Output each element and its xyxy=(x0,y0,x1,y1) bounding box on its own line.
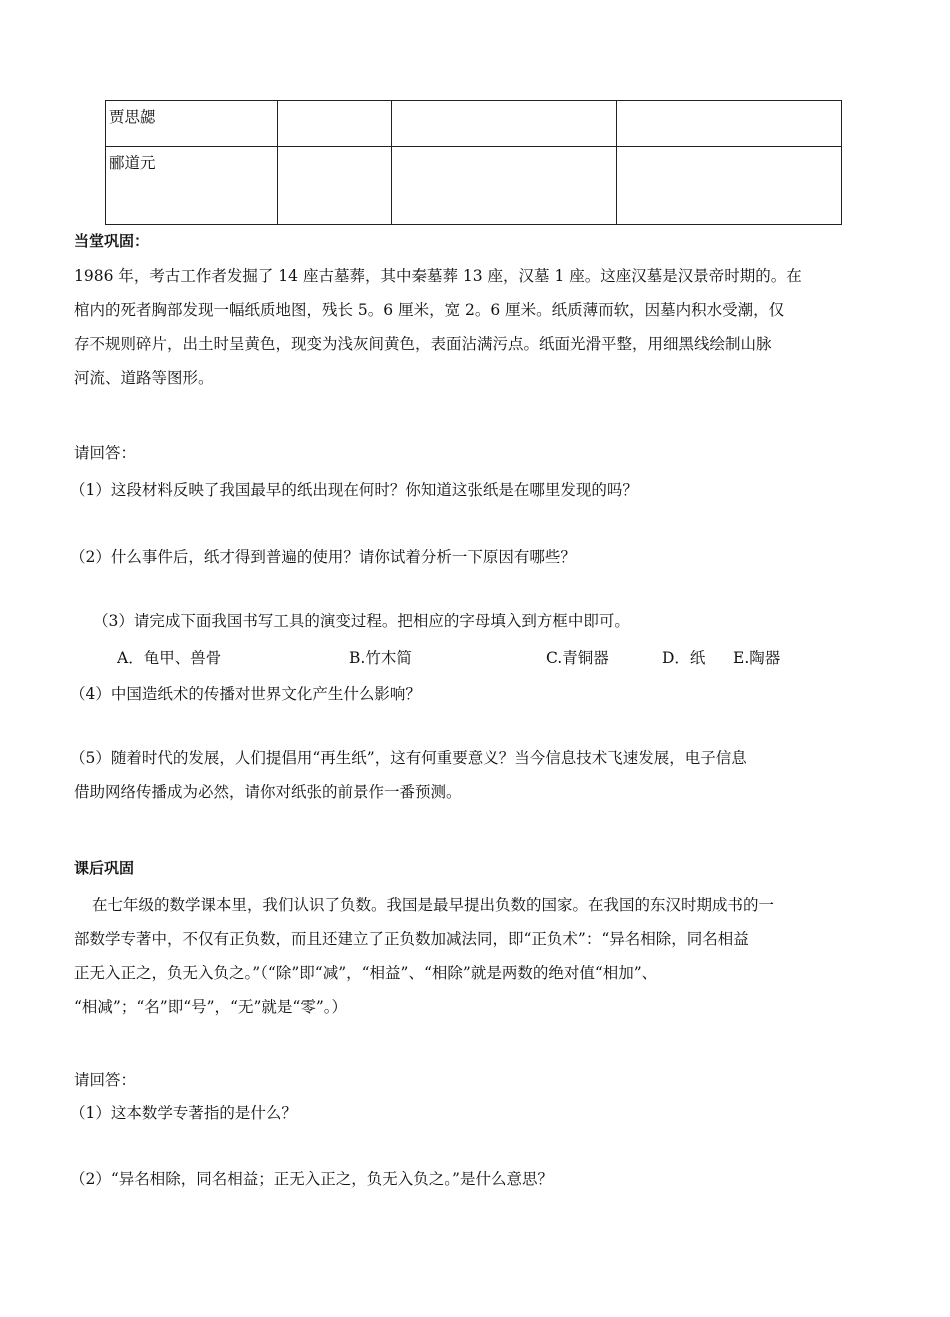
table-cell xyxy=(392,101,617,147)
table-cell xyxy=(617,147,842,225)
question-5-line: （5）随着时代的发展，人们提倡用“再生纸”，这有何重要意义？当今信息技术飞速发展，电子信息 xyxy=(70,749,747,767)
table-cell-name: 郦道元 xyxy=(106,147,278,225)
table-row xyxy=(106,101,842,147)
question-1: （1）这段材料反映了我国最早的纸出现在何时？你知道这张纸是在哪里发现的吗？ xyxy=(70,481,638,499)
answer-prompt: 请回答： xyxy=(74,444,137,462)
question-2: （2）什么事件后，纸才得到普遍的使用？请你试着分析一下原因有哪些？ xyxy=(70,548,576,566)
material-line: 1986 年，考古工作者发掘了 14 座古墓葬，其中秦墓葬 13 座，汉墓 1 座。这座汉墓是汉景帝时期的。在 xyxy=(74,267,802,285)
question-4: （4）中国造纸术的传播对世界文化产生什么影响？ xyxy=(70,685,421,703)
question-3: （3）请完成下面我国书写工具的演变过程。把相应的字母填入到方框中即可。 xyxy=(93,612,630,630)
homework-question-1: （1）这本数学专著指的是什么？ xyxy=(70,1104,297,1122)
option-e: E.陶器 xyxy=(733,649,781,667)
option-c: C.青铜器 xyxy=(546,649,609,667)
material-line: 河流、道路等图形。 xyxy=(74,369,214,387)
table-row xyxy=(106,147,842,225)
homework-question-2: （2）“异名相除，同名相益；正无入正之，负无入负之。”是什么意思？ xyxy=(70,1170,553,1188)
math-material-line: 正无入正之，负无入负之。”（“除”即“减”，“相益”、“相除”就是两数的绝对值“相加”、 xyxy=(74,964,658,982)
material-line: 存不规则碎片，出土时呈黄色，现变为浅灰间黄色，表面沾满污点。纸面光滑平整，用细黑线绘制山脉 xyxy=(74,335,772,353)
option-d: D．纸 xyxy=(662,649,706,667)
math-material-line: “相减”；“名”即“号”，“无”就是“零”。） xyxy=(74,998,347,1016)
section-heading-homework: 课后巩固 xyxy=(74,859,135,877)
question-5 xyxy=(70,741,747,809)
table-cell xyxy=(278,101,392,147)
material-line: 棺内的死者胸部发现一幅纸质地图，残长 5。6 厘米，宽 2。6 厘米。纸质薄而软，因墓内积水受潮，仅 xyxy=(74,301,785,319)
answer-prompt-2: 请回答： xyxy=(74,1071,137,1089)
math-material-line: 在七年级的数学课本里，我们认识了负数。我国是最早提出负数的国家。在我国的东汉时期成书的一 xyxy=(92,896,775,914)
option-a: A．龟甲、兽骨 xyxy=(117,649,222,667)
section-heading-classwork: 当堂巩固： xyxy=(74,232,150,250)
question-5-line: 借助网络传播成为必然，请你对纸张的前景作一番预测。 xyxy=(74,783,462,801)
table-cell xyxy=(617,101,842,147)
scientists-table xyxy=(105,100,842,225)
table-cell xyxy=(392,147,617,225)
option-b: B.竹木简 xyxy=(349,649,412,667)
table-cell-name: 贾思勰 xyxy=(106,101,278,147)
math-material-paragraph xyxy=(74,888,774,1024)
math-material-line: 部数学专著中，不仅有正负数，而且还建立了正负数加减法同，即“正负术”：“异名相除，同名相益 xyxy=(74,930,749,948)
table-cell xyxy=(278,147,392,225)
material-paragraph xyxy=(74,259,802,395)
